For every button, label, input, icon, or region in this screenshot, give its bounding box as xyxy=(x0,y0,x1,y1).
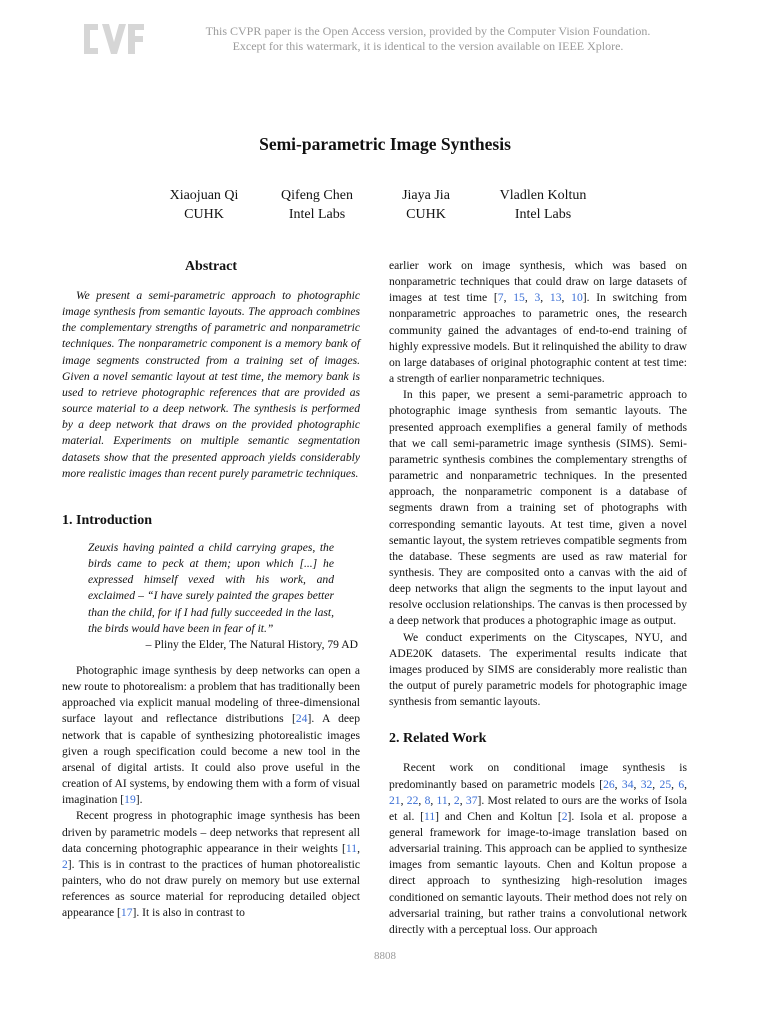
author-block xyxy=(500,186,587,224)
intro-paragraph-4: In this paper, we present a semi-parametric approach to photographic image synthesis from semantic layouts. The presented approach exemplifies a general family of methods that we call semi-parametric image synthesis (SIMS). Semi-parametric synthesis combines the complementary strengths of parametric and nonparametric techniques. In the presented approach, the nonparametric component is a database of segments drawn from a training set of photographs with corresponding semantic layouts. At test time, given a novel semantic layout, the system retrieves compatible segments from the database. These segments are used as raw material for synthesis. They are composited onto a canvas with the aid of deep networks that align the segments to the input layout and resolve occlusion relationships. The canvas is then processed by a deep network that produces a photographic image as output. xyxy=(389,388,687,628)
author-affiliation: Intel Labs xyxy=(514,207,572,222)
citation-link[interactable]: 11 xyxy=(436,793,448,807)
author-affiliation: CUHK xyxy=(184,207,224,222)
cvf-logo-icon xyxy=(80,18,146,60)
author-affiliation: Intel Labs xyxy=(288,207,346,222)
author-name: Qifeng Chen xyxy=(281,188,353,203)
author-block xyxy=(170,186,239,224)
citation-link[interactable]: 2 xyxy=(561,809,568,823)
section-heading-related-work: 2. Related Work xyxy=(389,731,487,747)
left-column xyxy=(62,258,360,921)
citation-link[interactable]: 25 xyxy=(659,777,672,791)
right-column xyxy=(389,258,687,938)
epigraph-quote: Zeuxis having painted a child carrying grapes, the birds came to peck at them; upon which [...] he expressed himself vexed with his work, and exclaimed – “I have surely painted the grapes better than the child, for if I had fully succeeded in the last, the birds would have been in fear of it.” xyxy=(88,540,334,635)
citation-link[interactable]: 3 xyxy=(534,291,541,305)
abstract-heading: Abstract xyxy=(184,259,238,274)
citation-link[interactable]: 24 xyxy=(295,712,308,726)
citation-link[interactable]: 2 xyxy=(62,857,68,871)
citation-link[interactable]: 13 xyxy=(549,291,562,305)
citation-link[interactable]: 10 xyxy=(571,291,583,305)
author-list xyxy=(0,186,770,226)
intro-paragraph-3: earlier work on image synthesis, which was based on nonparametric techniques that could draw on large datasets of images at test time [7, 15, 3, 13, 10]. In switching from nonparametric approaches to parametric ones, the research community gained the advantages of end-to-end training of highly expressive models. But it relinquished the ability to draw on large databases of original photographic content at test time: a strength of earlier nonparametric techniques. xyxy=(389,259,688,386)
citation-link[interactable]: 6 xyxy=(678,777,685,791)
citation-link[interactable]: 19 xyxy=(124,793,136,807)
citation-link[interactable]: 17 xyxy=(120,906,133,920)
citation-link[interactable]: 11 xyxy=(423,809,436,823)
citation-link[interactable]: 8 xyxy=(424,793,431,807)
page-number: 8808 xyxy=(374,950,396,962)
intro-paragraph-5: We conduct experiments on the Cityscapes, NYU, and ADE20K datasets. The experimental results indicate that images produced by SIMS are considerably more realistic than the output of purely parametric models for photographic image synthesis from semantic layouts. xyxy=(389,630,687,709)
cvf-watermark xyxy=(80,18,700,68)
author-affiliation: CUHK xyxy=(406,207,446,222)
section-heading-introduction: 1. Introduction xyxy=(62,512,152,528)
author-block xyxy=(281,186,353,224)
author-name: Vladlen Koltun xyxy=(499,188,587,203)
citation-link[interactable]: 32 xyxy=(640,777,653,791)
related-work-paragraph: Recent work on conditional image synthesis is predominantly based on parametric models [26, 34, 32, 25, 6, 21, 22, 8, 11, 2, 37]. Most related to ours are the works of Isola et al. [11] and Chen and Koltun [2]. Isola et al. propose a general framework for image-to-image translation based on adversarial training. This approach can be applied to synthesize images from semantic layouts. Chen and Koltun propose a direct approach to synthesizing high-resolution images conditioned on semantic layouts. Their method does not rely on adversarial training, but rather trains a convolutional network directly with a perceptual loss. Our approach xyxy=(389,761,688,936)
citation-link[interactable]: 26 xyxy=(603,777,615,791)
abstract-text: We present a semi-parametric approach to photographic image synthesis from semantic layouts. The approach combines the complementary strengths of parametric and nonparametric techniques. The nonparametric component is a memory bank of image segments constructed from a training set of images. Given a novel semantic layout at test time, the memory bank is used to retrieve photographic references that are provided as source material to a deep network. The synthesis is performed by a deep network that draws on the provided photographic material. Experiments on multiple semantic segmentation datasets show that the presented approach yields considerably more realistic images than recent purely parametric techniques. xyxy=(62,289,360,480)
author-block xyxy=(402,186,450,224)
citation-link[interactable]: 7 xyxy=(497,291,504,305)
citation-list: 26, 34, 32, 25, 6, 21, 22, 8, 11, 2, 37 xyxy=(389,777,688,807)
intro-paragraph-2: Recent progress in photographic image synthesis has been driven by parametric models – deep networks that represent all data concerning photographic appearance in their weights [11, 2]. This is in contrast to the practices of human photorealistic painters, who do not draw purely on memory but use external references as source material for reproducing detailed object appearance [17]. It is also in contrast to xyxy=(62,809,360,920)
citation-link[interactable]: 15 xyxy=(513,291,525,305)
author-name: Jiaya Jia xyxy=(402,188,450,203)
intro-paragraph-1: Photographic image synthesis by deep networks can open a new route to photorealism: a problem that has traditionally been approached via explicit manual modeling of three-dimensional surface layout and reflectance distributions [24]. A deep network that is capable of synthesizing photorealistic images given a rough specification could become a new tool in the arsenal of digital artists. It could also prove useful in the creation of AI systems, by endowing them with a form of visual imagination [19]. xyxy=(62,663,360,807)
watermark-line-2: Except for this watermark, it is identical to the version available on IEEE Xplore. xyxy=(232,39,624,53)
epigraph-attribution: – Pliny the Elder, The Natural History, 79 AD xyxy=(145,637,358,651)
citation-link[interactable]: 34 xyxy=(621,777,634,791)
citation-link[interactable]: 22 xyxy=(406,793,419,807)
author-name: Xiaojuan Qi xyxy=(169,188,239,203)
citation-link[interactable]: 2 xyxy=(453,793,460,807)
paper-title: Semi-parametric Image Synthesis xyxy=(259,134,511,154)
citation-link[interactable]: 11 xyxy=(345,841,358,855)
watermark-line-1: This CVPR paper is the Open Access version, provided by the Computer Vision Foundation. xyxy=(205,24,651,38)
citation-link[interactable]: 37 xyxy=(465,793,478,807)
citation-link[interactable]: 21 xyxy=(389,793,401,807)
